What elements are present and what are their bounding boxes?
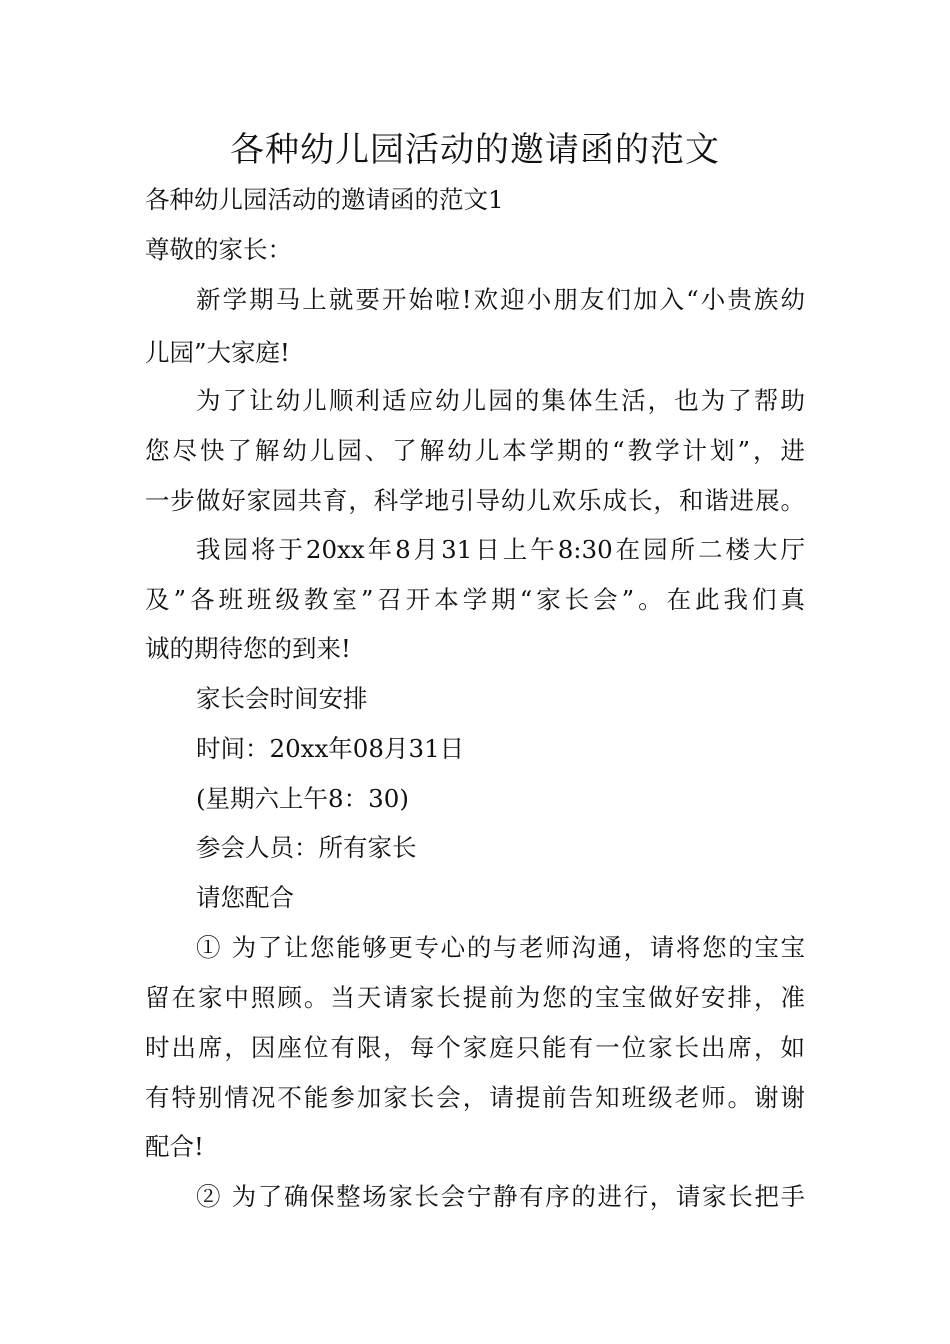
paragraph-line: 为了让幼儿顺利适应幼儿园的集体生活，也为了帮助 xyxy=(196,386,805,415)
paragraph-line: ② 为了确保整场家长会宁静有序的进行，请家长把手 xyxy=(196,1182,805,1211)
schedule-heading: 家长会时间安排 xyxy=(196,684,368,713)
document-title: 各种幼儿园活动的邀请函的范文 xyxy=(230,130,720,170)
document-subtitle: 各种幼儿园活动的邀请函的范文1 xyxy=(145,185,504,214)
paragraph-line: 留在家中照顾。当天请家长提前为您的宝宝做好安排，准 xyxy=(145,983,805,1012)
paragraph-line: 有特别情况不能参加家长会，请提前告知班级老师。谢谢 xyxy=(145,1083,805,1112)
salutation: 尊敬的家长： xyxy=(145,235,292,264)
paragraph-line: 诚的期待您的到来! xyxy=(145,634,351,663)
paragraph-line: 一步做好家园共育，科学地引导幼儿欢乐成长，和谐进展。 xyxy=(145,486,805,515)
schedule-attendees: 参会人员：所有家长 xyxy=(196,833,417,862)
schedule-time: 时间：20xx年08月31日 xyxy=(196,734,465,763)
paragraph-line: ① 为了让您能够更专心的与老师沟通，请将您的宝宝 xyxy=(196,933,805,962)
paragraph-line: 儿园”大家庭! xyxy=(145,338,290,367)
paragraph-line: 及”各班班级教室”召开本学期“家长会”。在此我们真 xyxy=(145,585,805,614)
cooperation-heading: 请您配合 xyxy=(196,883,294,912)
paragraph-line: 您尽快了解幼儿园、了解幼儿本学期的“教学计划”，进 xyxy=(145,436,805,465)
paragraph-line: 配合! xyxy=(145,1132,204,1161)
paragraph-line: 时出席，因座位有限，每个家庭只能有一位家长出席，如 xyxy=(145,1033,805,1062)
paragraph-line: 我园将于20xx年8月31日上午8:30在园所二楼大厅 xyxy=(196,535,805,564)
paragraph-line: 新学期马上就要开始啦!欢迎小朋友们加入“小贵族幼 xyxy=(196,285,805,314)
schedule-day: (星期六上午8：30) xyxy=(196,784,409,813)
